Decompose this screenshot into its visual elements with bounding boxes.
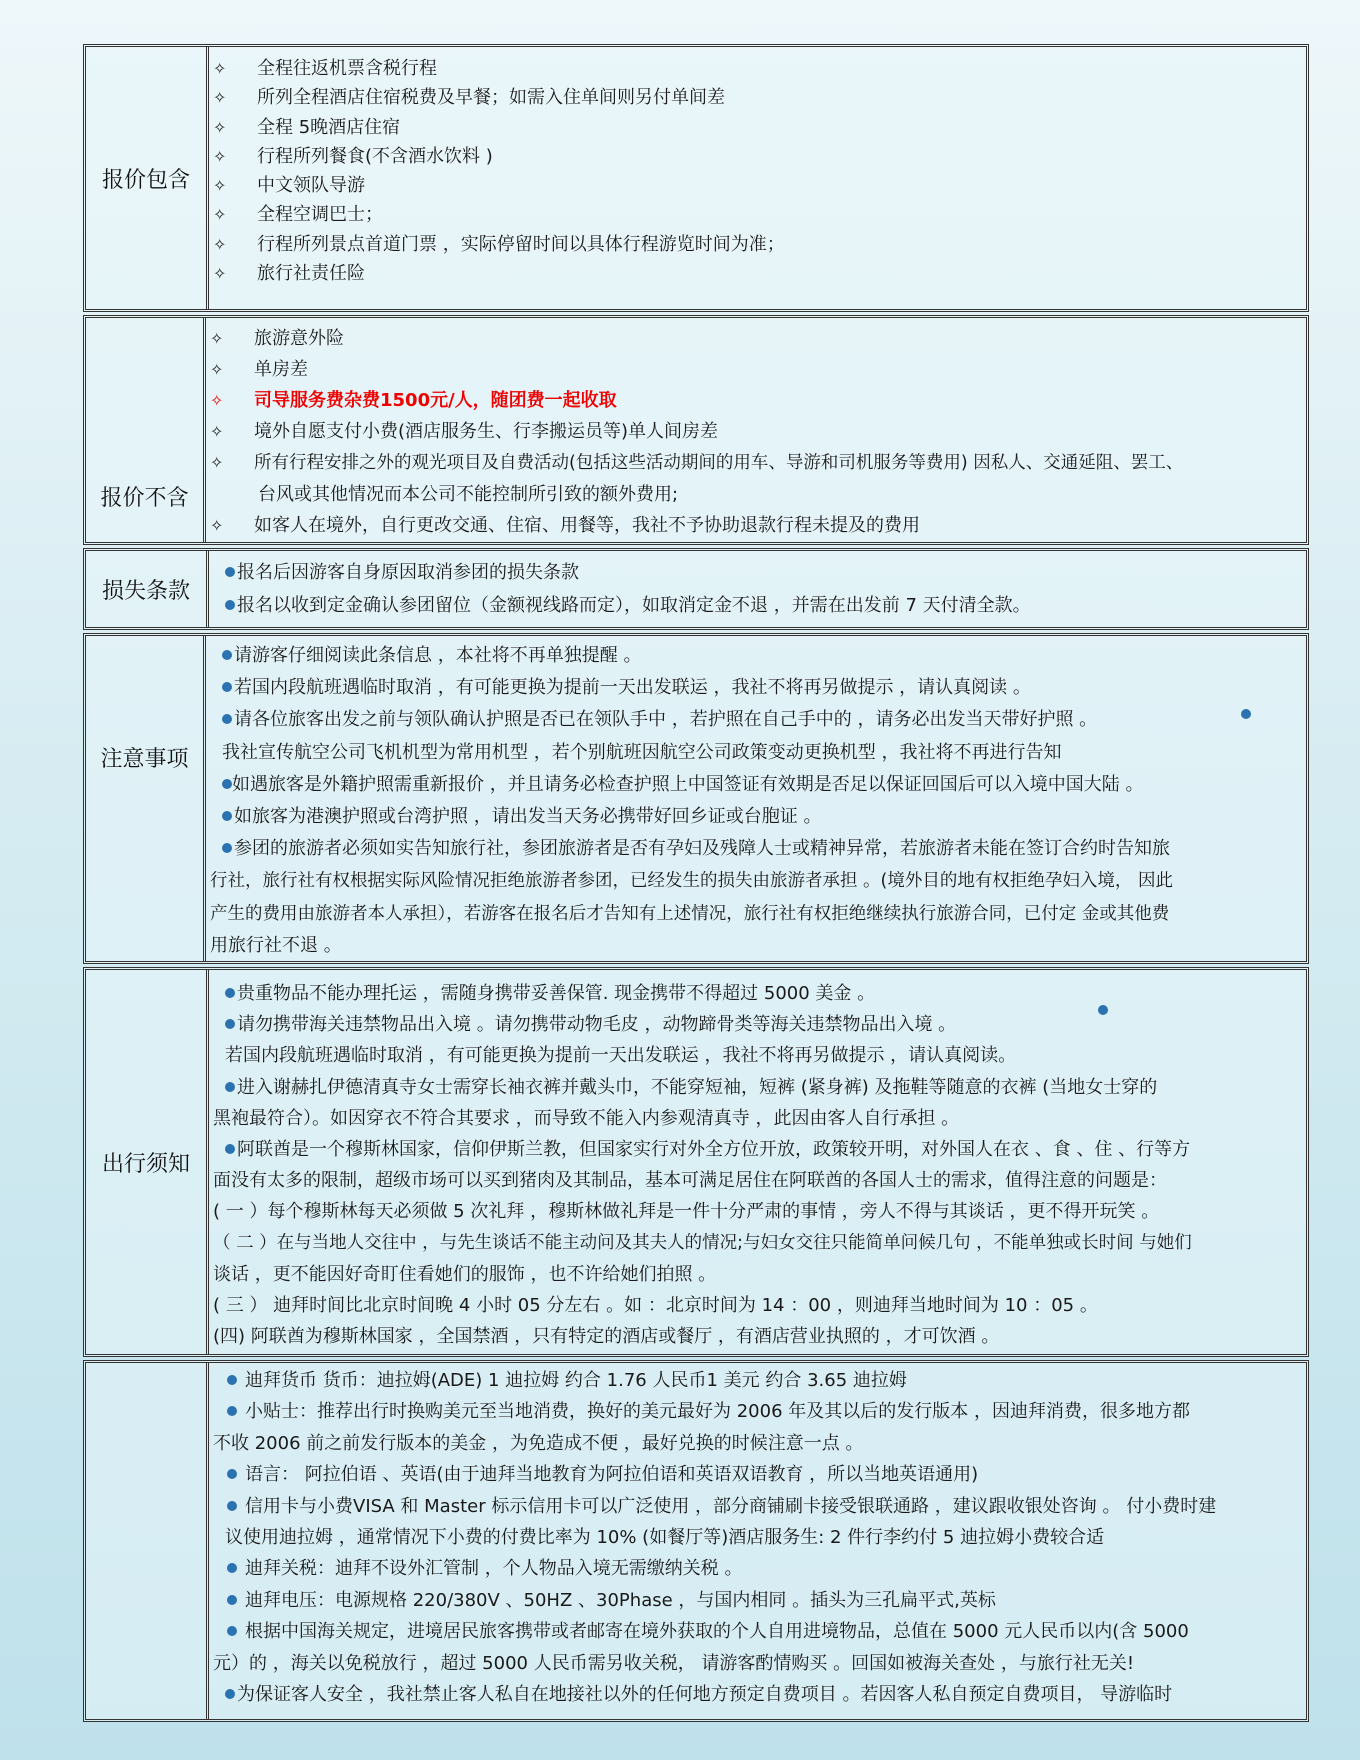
diamond-bullet-icon: ✧ [210,329,224,348]
diamond-bullet-icon: ✧ [213,117,227,137]
list-item-continuation: 元）的 ，海关以免税放行 ，超过 5000 人民币需另收关税， 请游客酌情购买 。回国如被海关查处 ，与旅行社无关! [213,1652,1135,1674]
list-item: 报名后因游客自身原因取消参团的损失条款 [213,557,1300,590]
list-item: ✧ 全程 5晚酒店住宿 [213,113,1300,142]
list-item: ( 三 ） 迪拜时间比北京时间晚 4 小时 05 分左右 。如 ：北京时间为 14 ：00 ，则迪拜当地时间为 10 ：05 。 [213,1295,1098,1317]
diamond-bullet-icon: ✧ [210,516,224,535]
list-item: ✧ 行程所列餐食(不含酒水饮料 ) [213,142,1300,171]
list-item: 如旅客为港澳护照或台湾护照 ，请出发当天务必携带好回乡证或台胞证 。 [210,801,1300,833]
list-item-continuation: 面没有太多的限制，超级市场可以买到猪肉及其制品，基本可满足居住在阿联酋的各国人士的需求，值得注意的问题是： [213,1170,1167,1192]
itinerary-terms-document [83,44,1309,1725]
list-item: ✧ 旅行社责任险 [213,259,1300,288]
section-label-loss: 损失条款 [86,551,209,627]
dubai-list [209,1363,1306,1719]
blue-dot-icon [227,1406,237,1416]
diamond-bullet-icon: ✧ [213,234,227,254]
blue-dot-icon [225,567,235,577]
list-item: ✧ 单房差 [210,354,1300,385]
blue-dot-icon [222,843,232,853]
list-item-continuation: 黑袍最符合）。如因穿衣不符合其要求 ，而导致不能入内参观清真寺 ，此因由客人自行承担 。 [213,1107,960,1129]
list-item: 为保证客人安全 ，我社禁止客人私自在地接社以外的任何地方预定自费项目 。若因客人私自预定自费项目， 导游临时 [213,1679,1300,1710]
list-item: ✧ 全程空调巴士； [213,200,1300,229]
list-item: 小贴士：推荐出行时换购美元至当地消费，换好的美元最好为 2006 年及其以后的发行版本 ，因迪拜消费，很多地方都 [213,1396,1300,1427]
section-dubai-info [83,1360,1309,1722]
section-label-dubai [86,1363,209,1719]
list-item: ✧ 旅游意外险 [210,323,1300,354]
section-notes [83,633,1309,964]
list-item: 若国内段航班遇临时取消 ，有可能更换为提前一天出发联运 ，我社不将再另做提示 ，请认真阅读 。 [210,672,1300,704]
diamond-bullet-icon: ✧ [210,453,224,472]
list-item: 阿联酋是一个穆斯林国家，信仰伊斯兰教，但国家实行对外全方位开放，政策较开明，对外国人在衣 、食 、住 、行等方 [213,1134,1300,1165]
list-item: ✧ 全程往返机票含税行程 [213,54,1300,83]
list-item: 信用卡与小费VISA 和 Master 标示信用卡可以广泛使用 ，部分商铺刷卡接受银联通路 ，建议跟收银处咨询 。 付小费时建 [213,1491,1300,1522]
blue-dot-icon [227,1595,237,1605]
list-item-continuation: 产生的费用由旅游者本人承担），若游客在报名后才告知有上述情况，旅行社有权拒绝继续执行旅游合同，已付定 金或其他费 [210,903,1170,924]
diamond-bullet-icon: ✧ [210,391,224,410]
diamond-bullet-icon: ✧ [210,422,224,441]
list-item: (四) 阿联酋为穆斯林国家 ，全国禁酒 ，只有特定的酒店或餐厅 ，有酒店营业执照的 ，才可饮酒 。 [213,1326,1000,1348]
section-label-excluded: 报价不含 [86,318,206,542]
list-item: 根据中国海关规定，进境居民旅客携带或者邮寄在境外获取的个人自用进境物品，总值在 5000 元人民币以内(含 5000 [213,1616,1300,1647]
section-included [83,44,1309,312]
list-item-continuation: 行社，旅行社有权根据实际风险情况拒绝旅游者参团，已经发生的损失由旅游者承担 。(境外目的地有权拒绝孕妇入境， 因此 [210,871,1173,892]
blue-dot-icon [227,1563,237,1573]
blue-dot-icon [222,682,232,692]
blue-dot-icon [227,1626,237,1636]
blue-dot-icon [222,779,232,789]
list-item: ✧ 境外自愿支付小费(酒店服务生、行李搬运员等)单人间房差 [210,416,1300,447]
diamond-bullet-icon: ✧ [213,88,227,108]
list-item: 语言： 阿拉伯语 、英语(由于迪拜当地教育为阿拉伯语和英语双语教育 ，所以当地英语通用) [213,1459,1300,1490]
list-item: 贵重物品不能办理托运 ，需随身携带妥善保管. 现金携带不得超过 5000 美金 。 [213,978,1300,1009]
travel-list [209,970,1306,1354]
list-item: 迪拜关税：迪拜不设外汇管制 ，个人物品入境无需缴纳关税 。 [213,1553,1300,1584]
list-item-continuation: 用旅行社不退 。 [210,934,342,956]
list-item: 请各位旅客出发之前与领队确认护照是否已在领队手中 ，若护照在自己手中的 ，请务必出发当天带好护照 。 [210,704,1300,736]
section-label-travel: 出行须知 [86,970,209,1354]
blue-dot-icon [225,1144,235,1154]
section-label-included: 报价包含 [86,47,209,309]
list-item: ✧ 中文领队导游 [213,171,1300,200]
blue-dot-icon [225,1689,235,1699]
list-item: ✧ 所列全程酒店住宿税费及早餐；如需入住单间则另付单间差 [213,83,1300,112]
list-item: 请勿携带海关违禁物品出入境 。请勿携带动物毛皮 ，动物蹄骨类等海关违禁物品出入境 。 [213,1009,1300,1040]
included-list [209,47,1306,309]
section-label-notes: 注意事项 [86,636,206,961]
list-item-continuation: 谈话 ，更不能因好奇盯住看她们的服饰 ，也不许给她们拍照 。 [213,1263,717,1285]
list-item: 迪拜电压：电源规格 220/380V 、50HZ 、30Phase ，与国内相同 。插头为三孔扁平式,英标 [213,1585,1300,1616]
list-item-highlight: ✧ 司导服务费杂费1500元/人，随团费一起收取 [210,385,1300,416]
list-item: ( 一 ）每个穆斯林每天必须做 5 次礼拜 ，穆斯林做礼拜是一件十分严肃的事情 ，旁人不得与其谈话 ，更不得开玩笑 。 [213,1201,1160,1223]
list-item: 若国内段航班遇临时取消 ，有可能更换为提前一天出发联运 ，我社不将再另做提示 ，请认真阅读。 [225,1045,1017,1067]
list-item: 请游客仔细阅读此条信息 ，本社将不再单独提醒 。 [210,640,1300,672]
list-item: ✧ 如客人在境外，自行更改交通、住宿、用餐等，我社不予协助退款行程未提及的费用 [210,510,1300,541]
list-item: 我社宣传航空公司飞机机型为常用机型 ，若个别航班因航空公司政策变动更换机型 ，我社将不再进行告知 [222,741,1062,763]
diamond-bullet-icon: ✧ [213,205,227,225]
list-item-continuation: 不收 2006 前之前发行版本的美金 ，为免造成不便 ，最好兑换的时候注意一点 。 [213,1432,864,1454]
list-item-continuation: 议使用迪拉姆 ，通常情况下小费的付费比率为 10% (如餐厅等)酒店服务生: 2 件行李约付 5 迪拉姆小费较合适 [225,1527,1105,1549]
stray-blue-dot-icon [1241,709,1251,719]
blue-dot-icon [227,1375,237,1385]
blue-dot-icon [227,1501,237,1511]
stray-blue-dot-icon [1098,1005,1108,1015]
blue-dot-icon [225,1019,235,1029]
blue-dot-icon [227,1469,237,1479]
blue-dot-icon [225,1082,235,1092]
blue-dot-icon [225,600,235,610]
section-travel-notice [83,967,1309,1357]
excluded-list [206,318,1306,542]
section-loss-terms [83,548,1309,630]
blue-dot-icon [225,988,235,998]
list-item: 参团的旅游者必须如实告知旅行社，参团旅游者是否有孕妇及残障人士或精神异常，若旅游者未能在签订合约时告知旅 [210,833,1300,865]
diamond-bullet-icon: ✧ [213,176,227,196]
blue-dot-icon [222,811,232,821]
blue-dot-icon [222,650,232,660]
notes-list [206,636,1306,961]
diamond-bullet-icon: ✧ [213,264,227,284]
blue-dot-icon [222,714,232,724]
diamond-bullet-icon: ✧ [213,146,227,166]
section-excluded [83,315,1309,545]
list-item: 进入谢赫扎伊德清真寺女士需穿长袖衣裤并戴头巾，不能穿短袖，短裤 (紧身裤) 及拖鞋等随意的衣裤 (当地女士穿的 [213,1072,1300,1103]
list-item-continuation: 台风或其他情况而本公司不能控制所引致的额外费用; [258,484,679,505]
list-item: 报名以收到定金确认参团留位（金额视线路而定），如取消定金不退 ，并需在出发前 7 天付清全款。 [213,590,1300,623]
diamond-bullet-icon: ✧ [213,59,227,78]
list-item: 如遇旅客是外籍护照需重新报价 ，并且请务必检查护照上中国签证有效期是否足以保证回国后可以入境中国大陆 。 [210,769,1300,801]
list-item: ✧ 行程所列景点首道门票 ，实际停留时间以具体行程游览时间为准； [213,230,1300,259]
diamond-bullet-icon: ✧ [210,360,224,379]
list-item: 迪拜货币 货币：迪拉姆(ADE) 1 迪拉姆 约合 1.76 人民币1 美元 约合 3.65 迪拉姆 [213,1365,1300,1396]
list-item: ✧ 所有行程安排之外的观光项目及自费活动(包括这些活动期间的用车、导游和司机服务等费用) 因私人、交通延阻、罢工、 [210,447,1300,479]
list-item: （ 二 ）在与当地人交往中 ，与先生谈话不能主动问及其夫人的情况;与妇女交往只能简单问候几句 ，不能单独或长时间 与她们 [213,1232,1192,1253]
loss-list [209,551,1306,627]
